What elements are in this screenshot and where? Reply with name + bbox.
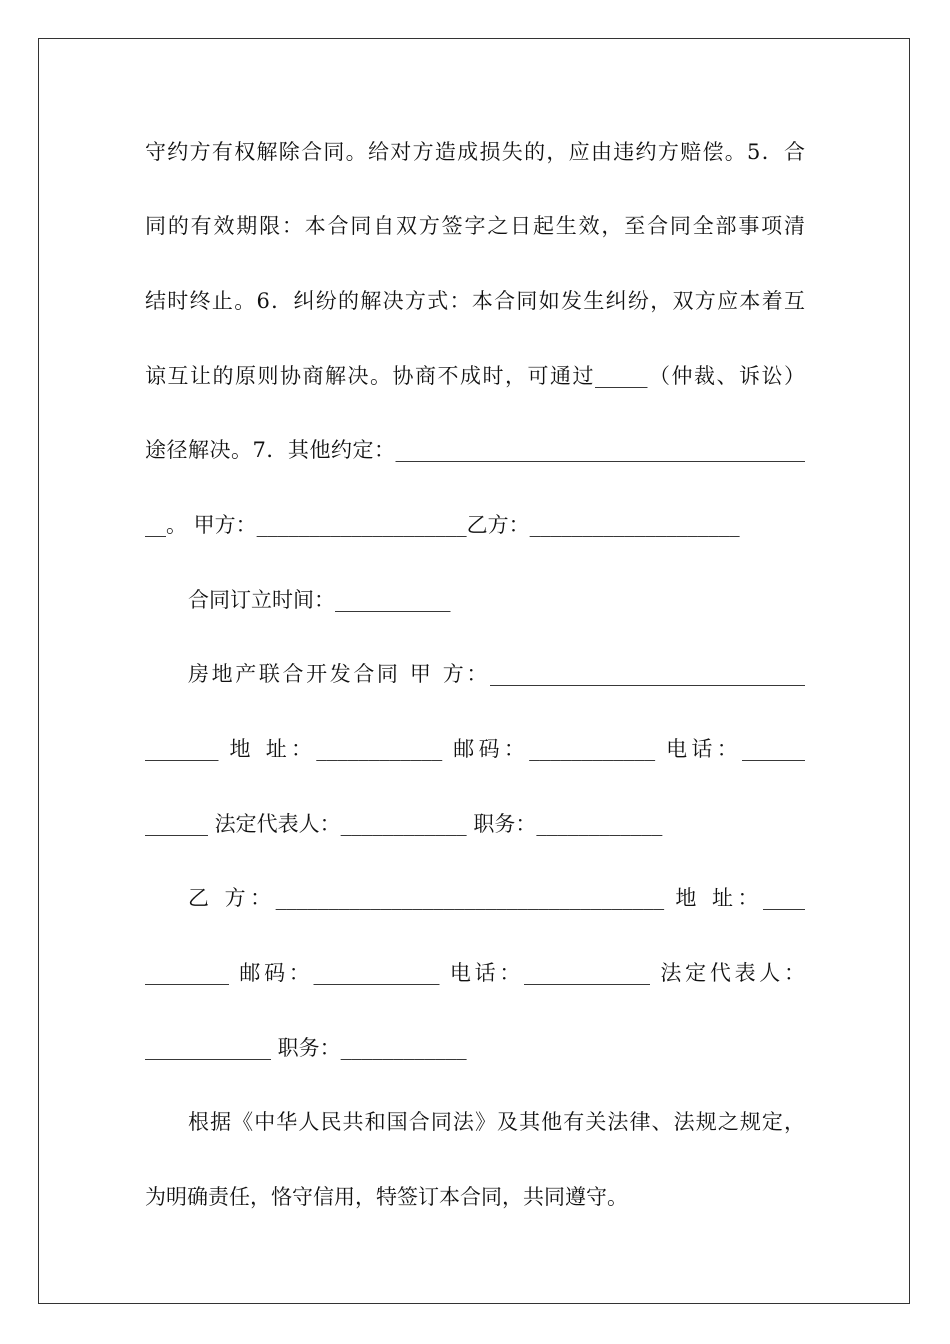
party-a-representative-line: ______ 法定代表人：____________ 职务：____________: [145, 812, 663, 836]
contract-title-line: 房地产联合开发合同 甲 方：______________________________: [188, 662, 805, 686]
preamble-line-1: 根据《中华人民共和国合同法》及其他有关法律、法规之规定，: [188, 1110, 805, 1134]
party-b-position-line: ____________ 职务：____________: [145, 1036, 467, 1060]
party-b-contact-line: ________ 邮码：____________ 电话：____________ 法定代表人：: [145, 961, 805, 985]
text-line-3: 结时终止。6．纠纷的解决方式：本合同如发生纠纷，双方应本着互: [145, 289, 805, 313]
party-b-line: 乙 方：_____________________________________ 地 址：____: [188, 886, 805, 910]
party-a-address-line: _______ 地 址：____________ 邮码：____________ 电话：______: [145, 737, 805, 761]
preamble-line-2: 为明确责任，恪守信用，特签订本合同，共同遵守。: [145, 1185, 628, 1209]
text-line-2: 同的有效期限：本合同自双方签字之日起生效，至合同全部事项清: [145, 214, 805, 238]
text-line-5: 途径解决。7．其他约定：_______________________________________: [145, 438, 805, 462]
signing-date-line: 合同订立时间：___________: [188, 588, 451, 612]
text-line-4: 谅互让的原则协商解决。协商不成时，可通过_____（仲裁、诉讼）: [145, 364, 805, 388]
text-line-1: 守约方有权解除合同。给对方造成损失的，应由违约方赔偿。5．合: [145, 140, 805, 164]
text-line-6: __。 甲方：____________________乙方：____________________: [145, 513, 740, 537]
